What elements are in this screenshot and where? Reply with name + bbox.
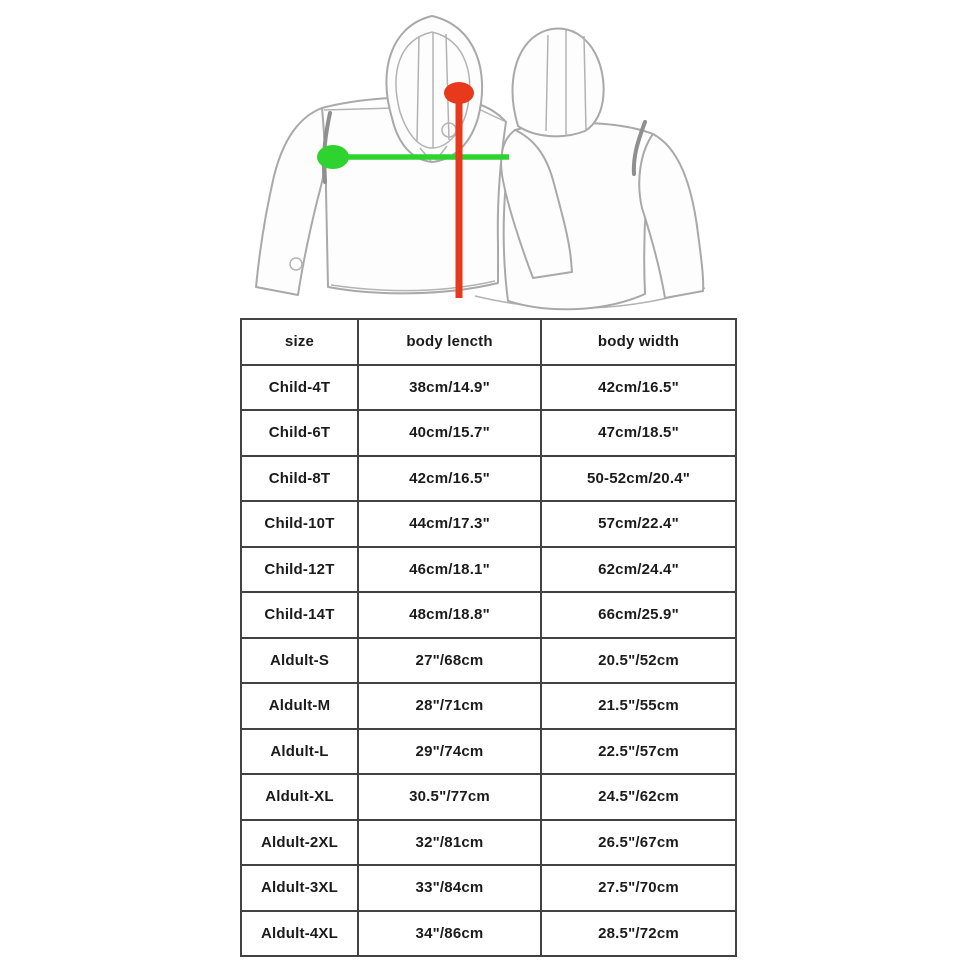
size-cell: Child-6T xyxy=(241,410,358,456)
table-row xyxy=(241,365,736,411)
size-cell: Aldult-3XL xyxy=(241,865,358,911)
size-cell: Aldult-L xyxy=(241,729,358,775)
table-row xyxy=(241,729,736,775)
table-row xyxy=(241,683,736,729)
table-row xyxy=(241,456,736,502)
body-width-cell: 57cm/22.4" xyxy=(541,501,736,547)
size-cell: Aldult-2XL xyxy=(241,820,358,866)
table-row xyxy=(241,410,736,456)
body-width-cell: 66cm/25.9" xyxy=(541,592,736,638)
table-row xyxy=(241,592,736,638)
table-row xyxy=(241,911,736,957)
body-width-cell: 22.5"/57cm xyxy=(541,729,736,775)
body-width-cell: 21.5"/55cm xyxy=(541,683,736,729)
body-width-cell: 62cm/24.4" xyxy=(541,547,736,593)
body-length-cell: 27"/68cm xyxy=(358,638,541,684)
table-row xyxy=(241,865,736,911)
table-row xyxy=(241,501,736,547)
body-width-cell: 20.5"/52cm xyxy=(541,638,736,684)
body-width-cell: 26.5"/67cm xyxy=(541,820,736,866)
table-row xyxy=(241,820,736,866)
hoodie-measurement-diagram xyxy=(240,0,740,316)
column-header-width: body width xyxy=(541,319,736,365)
body-length-cell: 30.5"/77cm xyxy=(358,774,541,820)
body-length-cell: 48cm/18.8" xyxy=(358,592,541,638)
column-header-length: body lencth xyxy=(358,319,541,365)
body-length-cell: 29"/74cm xyxy=(358,729,541,775)
size-cell: Child-4T xyxy=(241,365,358,411)
table-row xyxy=(241,774,736,820)
body-length-cell: 33"/84cm xyxy=(358,865,541,911)
body-length-cell: 28"/71cm xyxy=(358,683,541,729)
table-row xyxy=(241,547,736,593)
body-length-cell: 34"/86cm xyxy=(358,911,541,957)
size-cell: Aldult-M xyxy=(241,683,358,729)
body-width-cell: 27.5"/70cm xyxy=(541,865,736,911)
body-length-cell: 40cm/15.7" xyxy=(358,410,541,456)
body-length-dot xyxy=(444,82,474,104)
body-length-cell: 46cm/18.1" xyxy=(358,547,541,593)
body-length-cell: 38cm/14.9" xyxy=(358,365,541,411)
size-chart-table xyxy=(240,318,737,957)
column-header-size: size xyxy=(241,319,358,365)
body-width-cell: 47cm/18.5" xyxy=(541,410,736,456)
body-length-cell: 42cm/16.5" xyxy=(358,456,541,502)
header-row xyxy=(241,319,736,365)
body-length-cell: 32"/81cm xyxy=(358,820,541,866)
table-row xyxy=(241,638,736,684)
hoodie-back-drawing xyxy=(475,29,705,310)
size-cell: Child-10T xyxy=(241,501,358,547)
body-width-cell: 50-52cm/20.4" xyxy=(541,456,736,502)
body-length-cell: 44cm/17.3" xyxy=(358,501,541,547)
size-cell: Child-8T xyxy=(241,456,358,502)
hoodie-diagram-svg xyxy=(240,0,740,316)
size-cell: Aldult-4XL xyxy=(241,911,358,957)
size-cell: Child-12T xyxy=(241,547,358,593)
body-width-cell: 24.5"/62cm xyxy=(541,774,736,820)
size-cell: Aldult-XL xyxy=(241,774,358,820)
body-width-cell: 28.5"/72cm xyxy=(541,911,736,957)
body-width-dot xyxy=(317,145,349,169)
size-cell: Child-14T xyxy=(241,592,358,638)
body-width-cell: 42cm/16.5" xyxy=(541,365,736,411)
size-cell: Aldult-S xyxy=(241,638,358,684)
